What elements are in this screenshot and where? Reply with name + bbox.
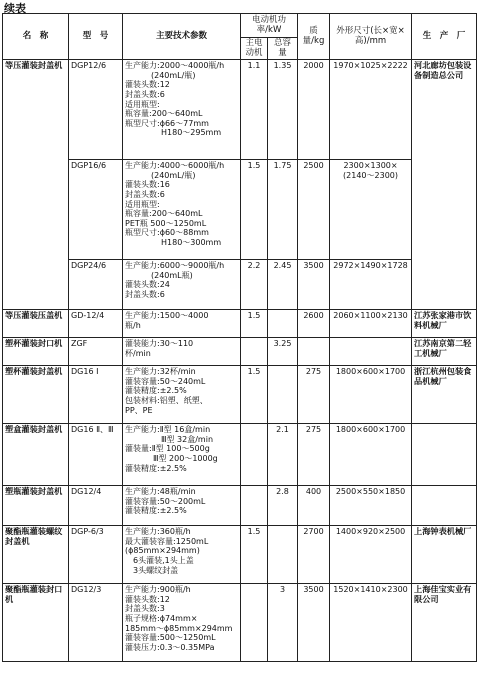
cell-dimensions: 2060×1100×2130 (330, 310, 412, 338)
cell-params: 生产能力:4000～6000瓶/h (240mL/瓶) 灌装头数:16 封盖头数:6 适用瓶型: 瓶容量:200～640mL PET瓶 500～1250mL 瓶型尺寸:ϕ60～88mm H180～300mm (123, 160, 241, 260)
cell-mass: 2500 (298, 160, 330, 260)
header-dimensions: 外形尺寸(长×宽×高)/mm (330, 14, 412, 60)
cell-name: 塑盒灌装封盖机 (3, 424, 69, 486)
header-motor-main: 主电动机 (241, 38, 268, 60)
cell-dimensions: 2972×1490×1728 (330, 260, 412, 310)
table-row (3, 366, 477, 424)
header-motor-total: 总容量 (268, 38, 298, 60)
cell-name: 聚酯瓶灌装封口机 (3, 584, 69, 662)
cell-maker: 河北廊坊包装设备制造总公司 (412, 60, 477, 310)
cell-total-power: 1.75 (268, 160, 298, 260)
cell-name: 塑杯灌装封口机 (3, 338, 69, 366)
cell-model: DG12/4 (69, 486, 123, 526)
cell-maker: 江苏南京第二轻工机械厂 (412, 338, 477, 366)
header-motor-power: 电动机功率/kW (241, 14, 298, 38)
table-row (3, 526, 477, 584)
header-params: 主要技术参数 (123, 14, 241, 60)
cell-params: 生产能力:360瓶/h 最大灌装容量:1250mL (ϕ85mm×294mm) 6头灌装,1头上盖 3头螺纹封盖 (123, 526, 241, 584)
cell-params: 生产能力:Ⅱ型 16盒/min Ⅲ型 32盒/min 灌装量:Ⅱ型 100～500g Ⅲ型 200～1000g 灌装精度:±2.5% (123, 424, 241, 486)
cell-params: 灌装能力:30～110 杯/min (123, 338, 241, 366)
header-mass: 质量/kg (298, 14, 330, 60)
table-row (3, 260, 477, 310)
table-row (3, 584, 477, 662)
cell-main-power (241, 424, 268, 486)
cell-main-power: 1.5 (241, 160, 268, 260)
cell-name: 等压灌装压盖机 (3, 310, 69, 338)
table-row (3, 160, 477, 260)
cell-mass: 3500 (298, 260, 330, 310)
cell-mass: 275 (298, 424, 330, 486)
table-row (3, 486, 477, 526)
cell-main-power: 1.5 (241, 366, 268, 424)
continued-label: 续表 (4, 2, 26, 15)
cell-model: DG12/3 (69, 584, 123, 662)
cell-name: 塑杯灌装封盖机 (3, 366, 69, 424)
cell-maker: 上海佳宝实业有限公司 (412, 584, 477, 662)
cell-model: DGP16/6 (69, 160, 123, 260)
cell-dimensions: 2300×1300× (2140～2300) (330, 160, 412, 260)
cell-dimensions: 1520×1410×2300 (330, 584, 412, 662)
cell-dimensions: 2500×550×1850 (330, 486, 412, 526)
cell-model: DG16 Ⅰ (69, 366, 123, 424)
cell-total-power: 3 (268, 584, 298, 662)
cell-mass: 2600 (298, 310, 330, 338)
cell-params: 生产能力:48瓶/min 灌装容量:50～200mL 灌装精度:±2.5% (123, 486, 241, 526)
table-row (3, 424, 477, 486)
cell-total-power (268, 366, 298, 424)
table-row (3, 310, 477, 338)
cell-main-power (241, 338, 268, 366)
cell-params: 生产能力:900瓶/h 灌装头数:12 封盖头数:3 瓶子规格:ϕ74mm× 185mm～ϕ85mm×294mm 灌装容量:500～1250mL 灌装压力:0.3～0.35MPa (123, 584, 241, 662)
cell-main-power (241, 486, 268, 526)
table-row (3, 338, 477, 366)
cell-model: DGP12/6 (69, 60, 123, 160)
cell-main-power: 2.2 (241, 260, 268, 310)
cell-params: 生产能力:2000～4000瓶/h (240mL/瓶) 灌装头数:12 封盖头数:6 适用瓶型: 瓶容量:200～640mL 瓶型尺寸:ϕ66～77mm H180～295mm (123, 60, 241, 160)
cell-model: GD-12/4 (69, 310, 123, 338)
table-row (3, 60, 477, 160)
cell-dimensions: 1800×600×1700 (330, 366, 412, 424)
header-model: 型 号 (69, 14, 123, 60)
cell-total-power: 2.1 (268, 424, 298, 486)
cell-name: 聚酯瓶灌装螺纹封盖机 (3, 526, 69, 584)
cell-main-power: 1.1 (241, 60, 268, 160)
cell-dimensions: 1400×920×2500 (330, 526, 412, 584)
cell-mass: 3500 (298, 584, 330, 662)
cell-maker (412, 424, 477, 486)
cell-dimensions: 1800×600×1700 (330, 424, 412, 486)
header-name: 名 称 (3, 14, 69, 60)
header-maker: 生 产 厂 (412, 14, 477, 60)
cell-maker: 江苏张家港市饮料机械厂 (412, 310, 477, 338)
cell-name: 等压灌装封盖机 (3, 60, 69, 310)
cell-model: DGP-6/3 (69, 526, 123, 584)
cell-total-power (268, 526, 298, 584)
cell-maker: 浙江杭州包装食品机械厂 (412, 366, 477, 424)
cell-main-power (241, 584, 268, 662)
cell-mass (298, 338, 330, 366)
cell-total-power: 2.8 (268, 486, 298, 526)
cell-main-power: 1.5 (241, 310, 268, 338)
cell-name: 塑瓶灌装封盖机 (3, 486, 69, 526)
cell-total-power: 3.25 (268, 338, 298, 366)
cell-maker (412, 486, 477, 526)
cell-total-power: 2.45 (268, 260, 298, 310)
cell-params: 生产能力:6000～9000瓶/h (240mL瓶) 灌装头数:24 封盖头数:6 (123, 260, 241, 310)
cell-model: ZGF (69, 338, 123, 366)
cell-mass: 400 (298, 486, 330, 526)
cell-total-power: 1.35 (268, 60, 298, 160)
cell-mass: 2000 (298, 60, 330, 160)
cell-model: DG16 Ⅱ、Ⅲ (69, 424, 123, 486)
cell-mass: 2700 (298, 526, 330, 584)
cell-model: DGP24/6 (69, 260, 123, 310)
cell-total-power (268, 310, 298, 338)
cell-maker: 上海钟表机械厂 (412, 526, 477, 584)
cell-params: 生产能力:1500～4000 瓶/h (123, 310, 241, 338)
equipment-table (2, 13, 477, 662)
cell-mass: 275 (298, 366, 330, 424)
cell-params: 生产能力:32杯/min 灌装容量:50～240mL 灌装精度:±2.5% 包装材料:铝塑、纸塑、 PP、PE (123, 366, 241, 424)
cell-dimensions (330, 338, 412, 366)
cell-main-power: 1.5 (241, 526, 268, 584)
cell-dimensions: 1970×1025×2222 (330, 60, 412, 160)
